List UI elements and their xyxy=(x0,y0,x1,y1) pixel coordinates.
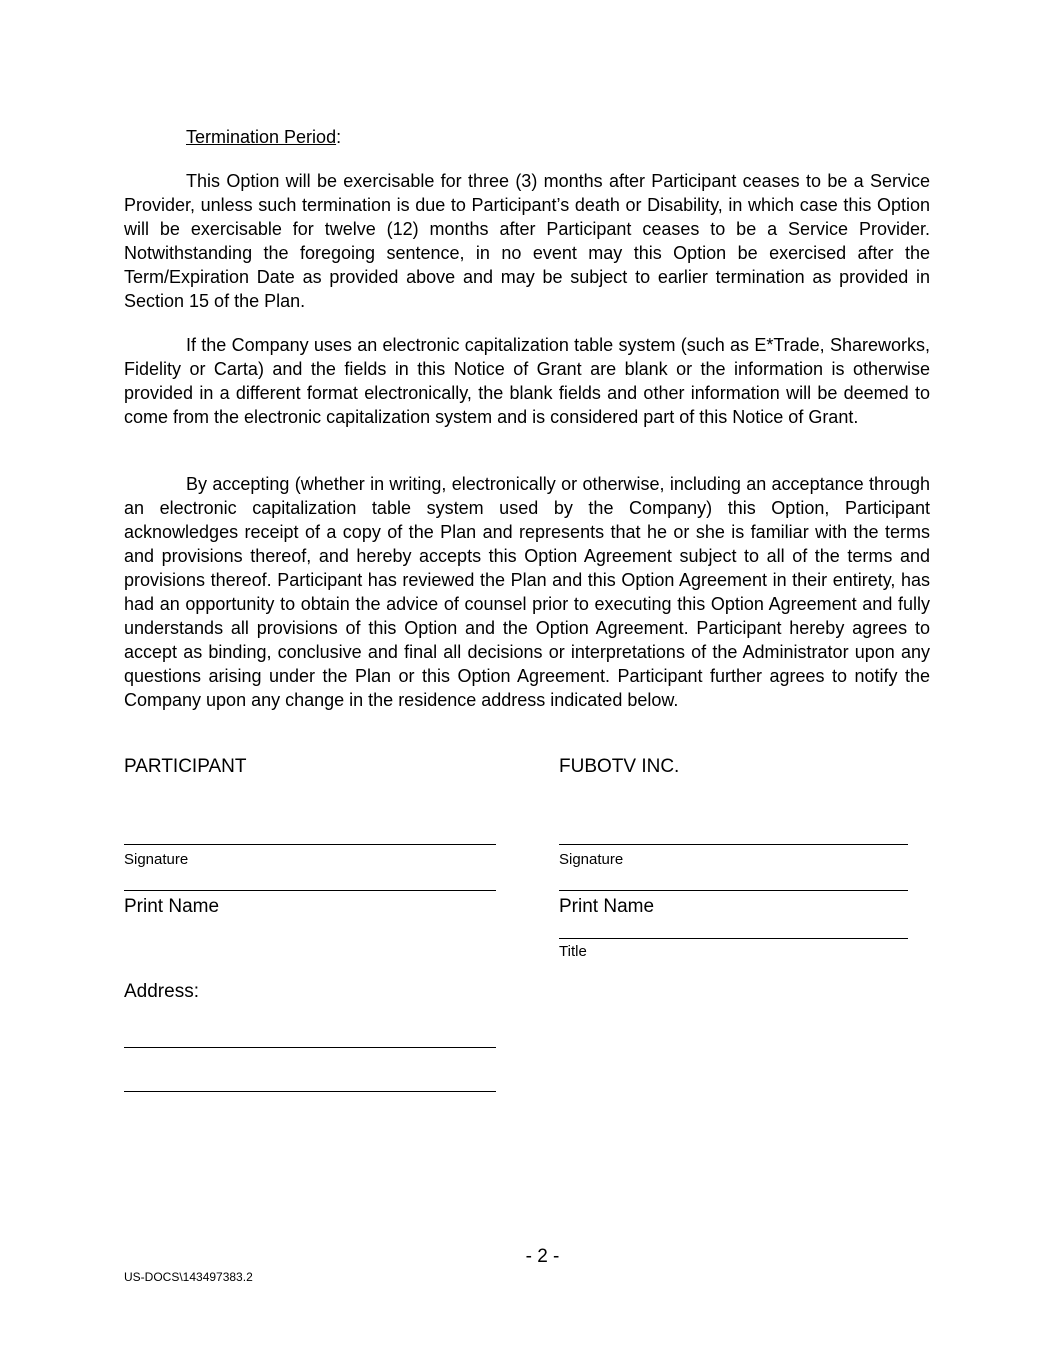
participant-signature-line[interactable] xyxy=(124,844,496,845)
page-number: - 2 - xyxy=(525,1246,560,1267)
company-title-label: Title xyxy=(559,943,587,960)
participant-address-line-2[interactable] xyxy=(124,1091,496,1092)
participant-heading: PARTICIPANT xyxy=(124,756,247,777)
participant-signature-label: Signature xyxy=(124,851,189,868)
company-print-name-line[interactable] xyxy=(559,890,908,891)
section-heading xyxy=(186,125,341,149)
participant-address-line-1[interactable] xyxy=(124,1047,496,1048)
paragraph-cap-table-system: If the Company uses an electronic capitalization table system (such as E*Trade, Shareworks, Fidelity or Carta) and the fields in this Notice of Grant are blank or the information is otherwise provided in a different format electronically, the blank fields and other information will be deemed to come from the electronic capitalization system and is considered part of this Notice of Grant. xyxy=(124,335,930,427)
company-title-line[interactable] xyxy=(559,938,908,939)
paragraph-termination-period: This Option will be exercisable for three (3) months after Participant ceases to be a Service Provider, unless such termination is due to Participant’s death or Disability, in which case this Option will be exercisable for twelve (12) months after Participant ceases to be a Service Provider. Notwithstanding the foregoing sentence, in no event may this Option be exercised after the Term/Expiration Date as provided above and may be subject to earlier termination as provided in Section 15 of the Plan. xyxy=(124,171,930,311)
document-id: US-DOCS\143497383.2 xyxy=(124,1270,253,1284)
participant-print-name-line[interactable] xyxy=(124,890,496,891)
company-print-name-label: Print Name xyxy=(559,896,655,917)
section-heading-colon: : xyxy=(336,127,342,147)
company-signature-label: Signature xyxy=(559,851,624,868)
company-heading: FUBOTV INC. xyxy=(559,756,680,777)
page-number-container xyxy=(0,1245,1055,1269)
section-heading-text: Termination Period xyxy=(186,127,337,147)
participant-address-label: Address: xyxy=(124,981,199,1002)
company-signature-line[interactable] xyxy=(559,844,908,845)
paragraph-acceptance: By accepting (whether in writing, electronically or otherwise, including an acceptance through an electronic capitalization table system used by the Company) this Option, Participant acknowledges receipt of a copy of the Plan and represents that he or she is familiar with the terms and provisions thereof, and hereby accepts this Option Agreement subject to all of the terms and provisions thereof. Participant has reviewed the Plan and this Option Agreement in their entirety, has had an opportunity to obtain the advice of counsel prior to executing this Option Agreement and fully understands all provisions of this Option and the Option Agreement. Participant hereby agrees to accept as binding, conclusive and final all decisions or interpretations of the Administrator upon any questions arising under the Plan or this Option Agreement. Participant further agrees to notify the Company upon any change in the residence address indicated below. xyxy=(124,474,930,710)
participant-print-name-label: Print Name xyxy=(124,896,220,917)
